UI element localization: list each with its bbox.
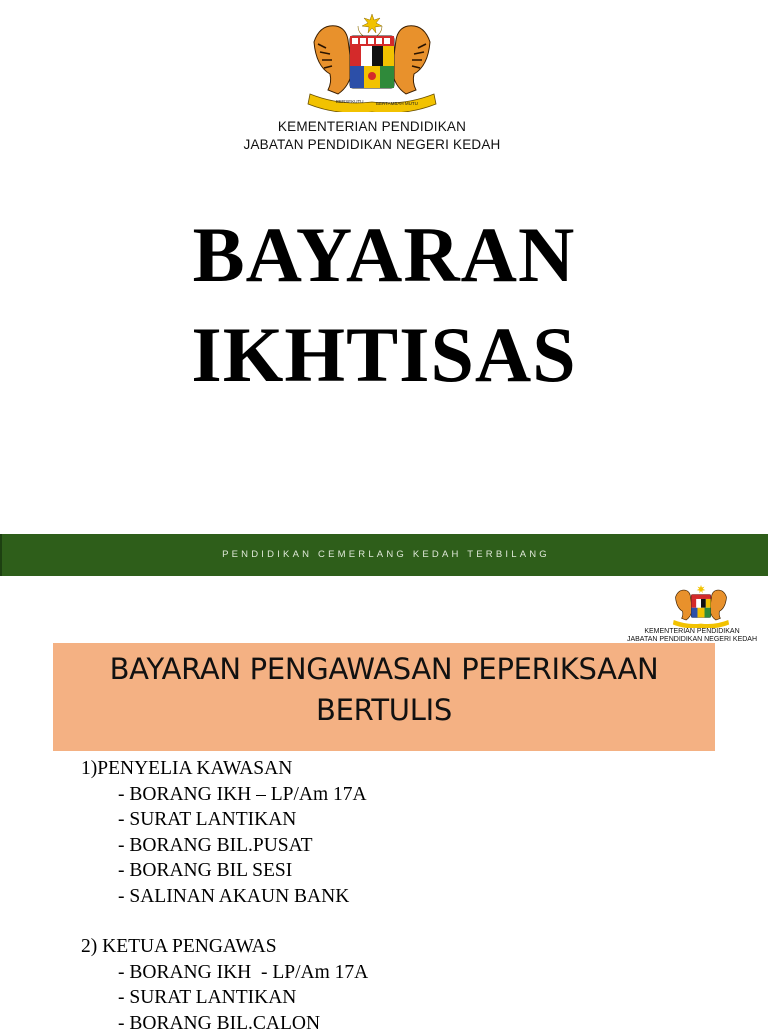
list-item: - BORANG BIL.PUSAT — [81, 833, 721, 859]
list-item: - SALINAN AKAUN BANK — [81, 884, 721, 910]
header-title-line-2: BERTULIS — [53, 693, 715, 727]
header-title-line-1: BAYARAN PENGAWASAN PEPERIKSAAN — [53, 652, 715, 686]
department-name: JABATAN PENDIDIKAN NEGERI KEDAH — [0, 137, 744, 152]
malaysia-coat-of-arms-logo — [306, 12, 438, 112]
ministry-name: KEMENTERIAN PENDIDIKAN — [0, 119, 744, 134]
footer-banner — [0, 534, 768, 576]
list-item: - SURAT LANTIKAN — [81, 985, 721, 1011]
crest-scroll-left: BERSEKUTU — [336, 99, 364, 104]
list-item: - BORANG IKH - LP/Am 17A — [81, 960, 721, 986]
list-item: - BORANG IKH – LP/Am 17A — [81, 782, 721, 808]
slide-title-line-2: IKHTISAS — [0, 305, 768, 405]
section-heading: 2) KETUA PENGAWAS — [81, 934, 721, 960]
slide-title-line-1: BAYARAN — [0, 205, 768, 305]
content-slide — [0, 576, 768, 1024]
ministry-name-small: KEMENTERIAN PENDIDIKAN — [622, 628, 762, 635]
malaysia-coat-of-arms-logo-small — [672, 584, 730, 628]
list-item: - BORANG BIL SESI — [81, 858, 721, 884]
list-spacer — [81, 909, 721, 934]
requirements-list — [81, 756, 721, 1036]
list-item: - BORANG BIL.CALON — [81, 1011, 721, 1036]
section-heading: 1)PENYELIA KAWASAN — [81, 756, 721, 782]
department-name-small: JABATAN PENDIDIKAN NEGERI KEDAH — [622, 636, 762, 643]
list-item: - SURAT LANTIKAN — [81, 807, 721, 833]
section-header-box — [53, 643, 715, 751]
crest-scroll-right: BERTAMBAH MUTU — [376, 101, 418, 106]
banner-slogan: PENDIDIKAN CEMERLANG KEDAH TERBILANG — [2, 549, 768, 560]
